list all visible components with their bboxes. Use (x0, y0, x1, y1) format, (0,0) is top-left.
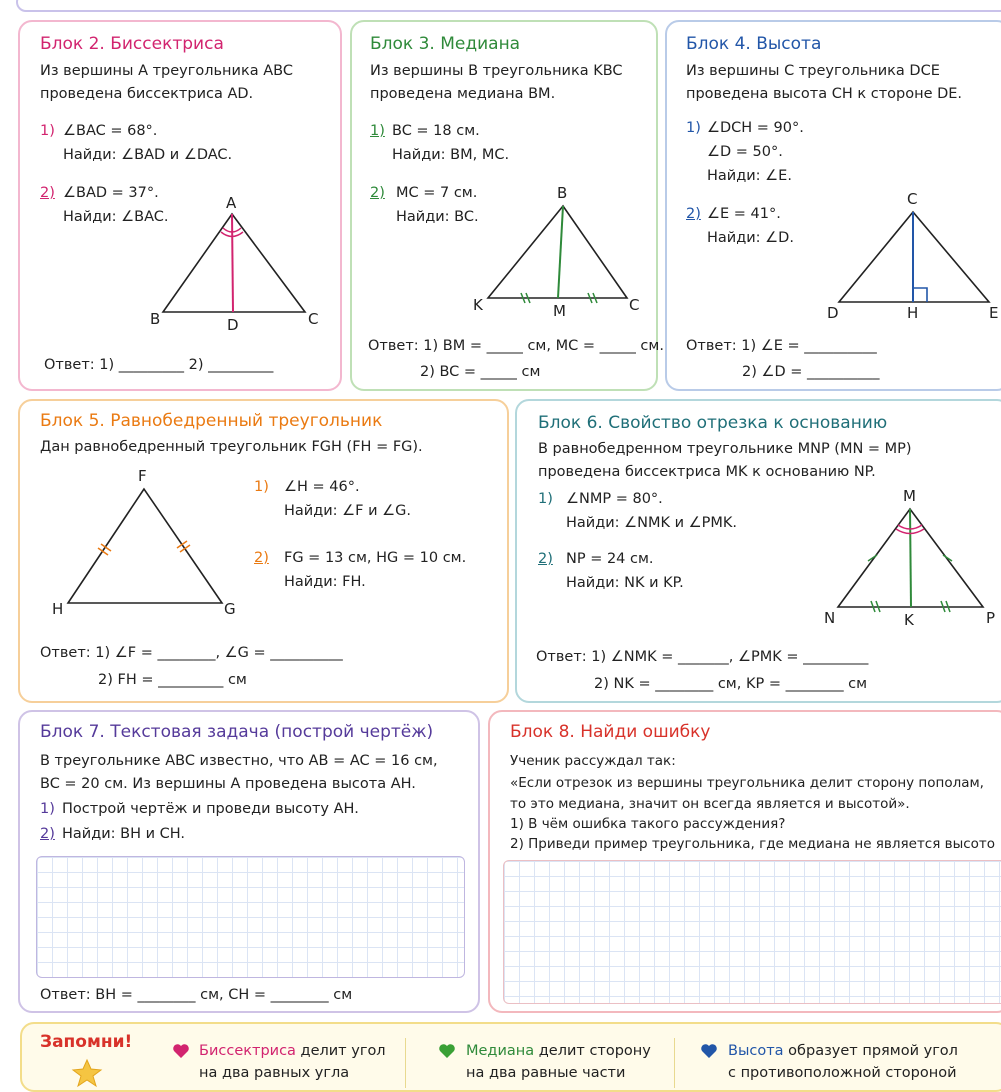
vertex-label-p: P (986, 609, 996, 627)
problem-text: проведена медиана BM. (370, 86, 556, 102)
question-number: 2) (538, 551, 553, 567)
vertex-label-h: H (52, 600, 64, 618)
answer-line: Ответ: BH = ________ см, CH = ________ см (40, 987, 353, 1003)
given: FG = 13 см, HG = 10 см. (284, 550, 467, 566)
question-number: 1) (254, 479, 269, 495)
question-number: 2) (686, 206, 701, 222)
vertex-label-g: G (224, 600, 236, 618)
quote-text: то это медиана, значит он всегда является и высотой». (510, 796, 910, 812)
block-title: Блок 5. Равнобедренный треугольник (40, 411, 383, 431)
given: ∠BAD = 37°. (63, 185, 159, 201)
vertex-label-k: K (904, 611, 914, 629)
remember-panel (20, 1022, 1001, 1092)
star-icon (72, 1060, 102, 1084)
vertex-label-f: F (138, 467, 147, 485)
block-8-find-error (488, 710, 1001, 1013)
vertex-label-b: B (557, 184, 568, 202)
block-5-isosceles (18, 399, 509, 703)
given: ∠E = 41°. (707, 206, 781, 222)
problem-text: Дан равнобедренный треугольник FGH (FH = FG). (40, 439, 423, 455)
given: ∠BAC = 68°. (63, 123, 158, 139)
given: ∠DCH = 90°. (707, 120, 804, 136)
find: Найди: FH. (284, 574, 366, 590)
problem-text: проведена биссектриса AD. (40, 86, 254, 102)
problem-text: проведена высота CH к стороне DE. (686, 86, 963, 102)
answer-line: Ответ: 1) BM = _____ см, MC = _____ см. (368, 338, 664, 354)
given: BC = 18 см. (392, 123, 480, 139)
question-number: 2) (254, 550, 269, 566)
block-7-text-problem (18, 710, 480, 1013)
vertex-label-e: E (989, 304, 999, 322)
find: Найди: ∠D. (707, 230, 794, 246)
question-2: 2) Приведи пример треугольника, где медиана не является высото (510, 836, 996, 852)
find: Найди: NK и KP. (566, 575, 684, 591)
blue-heart-icon (700, 1043, 718, 1059)
block-2-bisector (18, 20, 342, 391)
problem-text: Из вершины A треугольника ABC (40, 63, 293, 79)
remember-item-bisector: Биссектриса делит угол (199, 1043, 386, 1059)
question-1: 1) В чём ошибка такого рассуждения? (510, 816, 786, 832)
quote-text: «Если отрезок из вершины треугольника делит сторону пополам, (510, 775, 984, 791)
pink-heart-icon (172, 1043, 190, 1059)
vertex-label-m: M (553, 302, 566, 320)
find: Найди: ∠E. (707, 168, 792, 184)
problem-text: Из вершины C треугольника DCE (686, 63, 940, 79)
find: Найди: ∠BAD и ∠DAC. (63, 147, 233, 163)
vertex-label-d: D (227, 316, 239, 334)
problem-text: Из вершины B треугольника KBC (370, 63, 623, 79)
vertex-label-d: D (827, 304, 839, 322)
block-4-altitude (665, 20, 1001, 391)
answer-line: Ответ: 1) ∠NMK = _______, ∠PMK = _________ (536, 649, 869, 665)
vertex-label-m: M (903, 487, 916, 505)
block-title: Блок 6. Свойство отрезка к основанию (538, 413, 888, 433)
block-title: Блок 7. Текстовая задача (построй чертёж) (40, 722, 434, 742)
answer-line: Ответ: 1) ∠F = ________, ∠G = __________ (40, 645, 343, 661)
answer-line: Ответ: 1) _________ 2) _________ (44, 357, 274, 373)
given: ∠D = 50°. (707, 144, 783, 160)
drawing-grid[interactable] (503, 860, 1001, 1004)
remember-item-median: Медиана делит сторону (466, 1043, 651, 1059)
answer-line: 2) FH = _________ см (98, 672, 247, 688)
problem-text: В равнобедренном треугольнике MNP (MN = MP) (538, 441, 912, 457)
question-number: 1) (370, 123, 385, 139)
problem-text: BC = 20 см. Из вершины A проведена высота AH. (40, 776, 416, 792)
drawing-grid[interactable] (36, 856, 465, 978)
remember-item-altitude: Высота образует прямой угол (728, 1043, 958, 1059)
given: ∠H = 46°. (284, 479, 360, 495)
triangle-abc-diagram (20, 22, 344, 393)
vertex-label-b: B (150, 310, 161, 328)
divider (405, 1038, 406, 1088)
block-6-base-segment (515, 399, 1001, 703)
given: ∠NMP = 80°. (566, 491, 663, 507)
given: MC = 7 см. (396, 185, 478, 201)
question-number: 2) (40, 185, 55, 201)
vertex-label-c: C (907, 190, 918, 208)
find: Найди: ∠BAC. (63, 209, 169, 225)
find: Найди: BM, MC. (392, 147, 510, 163)
question-number: 2) (370, 185, 385, 201)
problem-text: В треугольнике ABC известно, что AB = AC = 16 см, (40, 753, 438, 769)
vertex-label-k: K (473, 296, 483, 314)
question-number: 1) (40, 801, 55, 817)
remember-title: Запомни! (40, 1032, 133, 1052)
vertex-label-n: N (824, 609, 836, 627)
answer-line: 2) NK = ________ см, KP = ________ см (594, 676, 868, 692)
task-text: Построй чертёж и проведи высоту AH. (62, 801, 359, 817)
block-title: Блок 8. Найди ошибку (510, 722, 711, 742)
block-3-median (350, 20, 664, 391)
block-title: Блок 4. Высота (686, 34, 822, 54)
divider (674, 1038, 675, 1088)
vertex-label-c: C (308, 310, 319, 328)
block-title: Блок 3. Медиана (370, 34, 521, 54)
top-frame (16, 0, 1001, 12)
answer-line: 2) ∠D = __________ (742, 364, 880, 380)
block-title: Блок 2. Биссектриса (40, 34, 224, 54)
answer-line: Ответ: 1) ∠E = __________ (686, 338, 877, 354)
problem-text: проведена биссектриса MK к основанию NP. (538, 464, 876, 480)
remember-item-bisector-line2: на два равных угла (199, 1065, 350, 1081)
remember-item-median-line2: на два равные части (466, 1065, 626, 1081)
question-number: 1) (40, 123, 55, 139)
remember-item-altitude-line2: с противоположной стороной (728, 1065, 957, 1081)
problem-text: Ученик рассуждал так: (510, 753, 676, 769)
find: Найди: ∠F и ∠G. (284, 503, 411, 519)
task-text: Найди: BH и CH. (62, 826, 186, 842)
given: NP = 24 см. (566, 551, 654, 567)
green-heart-icon (438, 1043, 456, 1059)
find: Найди: ∠NMK и ∠PMK. (566, 515, 738, 531)
vertex-label-h: H (907, 304, 919, 322)
vertex-label-c: C (629, 296, 640, 314)
find: Найди: BC. (396, 209, 479, 225)
question-number: 1) (538, 491, 553, 507)
question-number: 1) (686, 120, 701, 136)
vertex-label-a: A (226, 194, 237, 212)
question-number: 2) (40, 826, 55, 842)
answer-line: 2) BC = _____ см (420, 364, 541, 380)
